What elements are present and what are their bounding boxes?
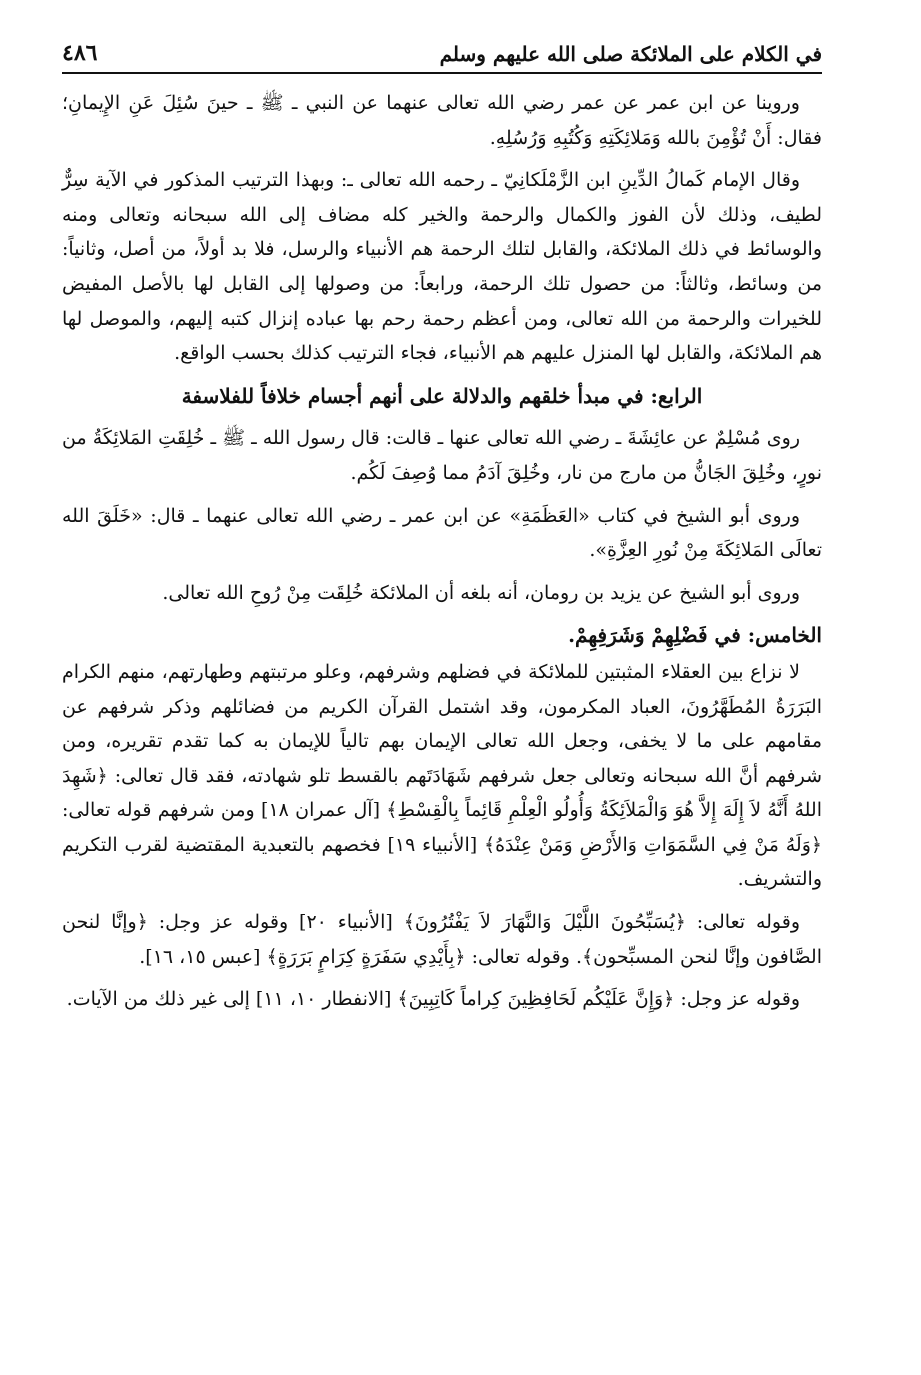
paragraph-abu-shaykh-azama: وروى أبو الشيخ في كتاب «العَظَمَةِ» عن ابن عمر ـ رضي الله تعالى عنهما ـ قال: «خَلَقَ الله تعالَى المَلائِكَةَ مِنْ نُورِ العِزَّةِ».	[62, 504, 822, 562]
section-heading-fifth: الخامس: في فَضْلِهِمْ وَشَرَفِهِمْ.	[568, 623, 822, 648]
section-heading-fourth: الرابع: في مبدأ خلقهم والدلالة على أنهم أجسام خلافاً للفلاسفة	[181, 383, 703, 408]
book-page	[62, 28, 822, 1025]
paragraph-quran-verses: وقوله تعالى: ﴿يُسَبِّحُونَ اللَّيْلَ وَالنَّهَارَ لاَ يَفْتُرُونَ﴾ [الأنبياء ٢٠] وقوله عز وجل: ﴿وإنَّا لنحن الصَّافون وإنَّا لنحن المسبِّحون﴾. وقوله تعالى: ﴿بِأَيْدِي سَفَرَةٍ كِرَامٍ بَرَرَةٍ﴾ [عبس ١٥، ١٦].	[62, 911, 822, 968]
paragraph-virtue: لا نزاع بين العقلاء المثبتين للملائكة في فضلهم وشرفهم، وعلو مرتبتهم وطهارتهم، منهم الكرام البَرَرَةُ المُطَهَّرُونَ، العباد المكرمون، وقد اشتمل القرآن الكريم من فضائلهم وذكر شرفهم عن مقامهم على ما لا يخفى، وجعل الله تعالى الإيمان بهم تالياً للإيمان به كما تقدم تقريره، ومن شرفهم أنَّ الله سبحانه وتعالى جعل شرفهم شَهَادَتَهم بالقسط تلو شهادته، فقد قال تعالى: ﴿شَهِدَ اللهُ أَنَّهُ لاَ إِلَهَ إِلاَّ هُوَ وَالْمَلاَئِكَةُ وَأُولُو الْعِلْمِ قَائِماً بِالْقِسْطِ﴾ [آل عمران ١٨] ومن شرفهم قوله تعالى: ﴿وَلَهُ مَنْ فِي السَّمَوَاتِ وَالأَرْضِ وَمَنْ عِنْدَهُ﴾ [الأنبياء ١٩] فخصهم بالتعبدية المقتضية لقرب التكريم والتشريف.	[62, 660, 823, 891]
paragraph-iman-hadith: وروينا عن ابن عمر عن عمر رضي الله تعالى عنهما عن النبي ـ ﷺ ـ حينَ سُئِلَ عَنِ الإِيمانِ؛ فقال: أَنْ تُؤْمِنَ بالله وَمَلائِكَتِهِ وَكُتُبِهِ وَرُسُلِهِ.	[62, 92, 822, 149]
page-number: ٤٨٦	[62, 40, 98, 66]
body-text	[62, 86, 822, 1017]
paragraph-yazid-ruman: وروى أبو الشيخ عن يزيد بن رومان، أنه بلغه أن الملائكة خُلِقَت مِنْ رُوحِ الله تعالى.	[162, 581, 800, 604]
running-header	[62, 28, 822, 74]
paragraph-muslim-hadith: روى مُسْلِمٌ عن عائِشَةَ ـ رضي الله تعالى عنها ـ قالت: قال رسول الله ـ ﷺ ـ خُلِقَتِ المَلائِكَةُ من نورٍ، وخُلِقَ الجَانُّ من مارج من نار، وخُلِقَ آدَمُ مما وُصِفَ لَكُم.	[62, 427, 822, 484]
paragraph-infitar: وقوله عز وجل: ﴿وَإِنَّ عَلَيْكُم لَحَافِظِينَ كِراماً كَاتِبِينَ﴾ [الانفطار ١٠، ١١] إلى غير ذلك من الآيات.	[66, 988, 800, 1011]
chapter-title: في الكلام على الملائكة صلى الله عليهم وسلم	[439, 42, 822, 66]
paragraph-zamlakani: وقال الإمام كَمالُ الدِّينِ ابن الزَّمْلَكانِيّ ـ رحمه الله تعالى ـ: وبهذا الترتيب المذكور في الآية سِرٌّ لطيف، وذلك لأن الفوز والكمال والرحمة والخير كله مضاف إلى الله سبحانه وتعالى ومنه والوسائط في ذلك الملائكة، والقابل لتلك الرحمة هم الأنبياء والرسل، فلا بد أولاً، من أصل، وثانياً: من وسائط، وثالثاً: من حصول تلك الرحمة، ورابعاً: من وصولها إلى القابل لها بالأصل المفيض للخيرات والرحمة من الله تعالى، ومن أعظم رحمة رحم بها عباده إنزال كتبه إليهم، والموصل لها هم الملائكة، والقابل لها المنزل عليهم هم الأنبياء، فجاء الترتيب كذلك بحسب الواقع.	[62, 169, 822, 365]
